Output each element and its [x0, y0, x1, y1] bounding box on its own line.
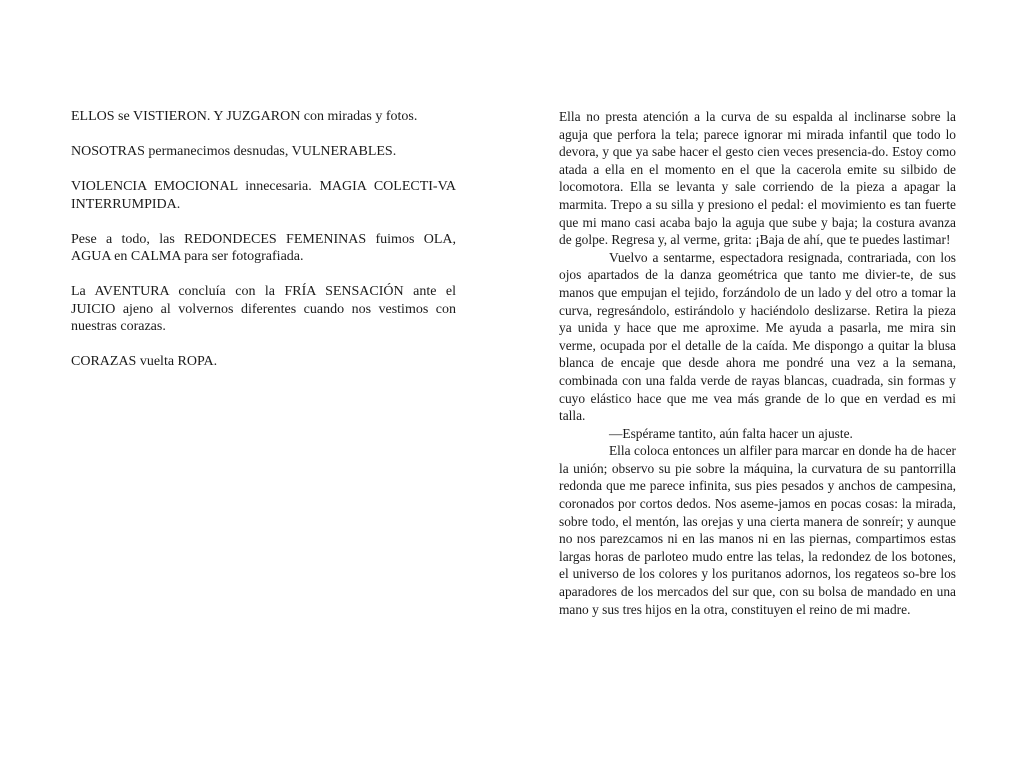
left-paragraph-1: ELLOS se VISTIERON. Y JUZGARON con miradas y fotos.	[71, 109, 418, 124]
left-paragraph-6: CORAZAS vuelta ROPA.	[71, 354, 218, 369]
right-paragraph-2: Vuelvo a sentarme, espectadora resignada, contrariada, con los ojos apartados de la danza geométrica que tanto me divier-te, de sus manos que empujan el tejido, forzándolo de un lado y del otro a tomar la curva, regresándolo, estirándolo y haciéndolo deslizarse. Retira la pieza ya unida y hace que me aproxime. Me ayuda a pasarla, me mira sin verme, ocupada por el detalle de la caída. Me dispongo a quitar la blusa blanca de encaje que desde ahora me pondré una vez a la semana, combinada con una falda verde de rayas blancas, cuadrada, sin formas y cuyo elástico hace que me vea más grande de lo que en verdad es mi talla.	[559, 249, 956, 424]
right-page-text	[559, 108, 956, 618]
left-page-text	[71, 108, 456, 388]
right-paragraph-1: Ella no presta atención a la curva de su espalda al inclinarse sobre la aguja que perfora la tela; parece ignorar mi mirada infantil que todo lo devora, y que ya sabe hacer el gesto cien veces presencia-do. Estoy como atada a ella en el momento en el que la cacerola emite su silbido de locomotora. Ella se levanta y sale corriendo de la pieza a apagar la marmita. Trepo a su silla y presiono el pedal: el movimiento es tan fuerte que mi mano casi acaba bajo la aguja que sube y baja; la costura avanza de golpe. Regresa y, al verme, grita: ¡Baja de ahí, que te puedes lastimar!	[559, 109, 956, 248]
right-page	[512, 0, 1024, 762]
left-paragraph-3: VIOLENCIA EMOCIONAL innecesaria. MAGIA COLECTI-VA INTERRUMPIDA.	[71, 179, 456, 212]
left-paragraph-4: Pese a todo, las REDONDECES FEMENINAS fuimos OLA, AGUA en CALMA para ser fotografiada.	[71, 231, 456, 264]
left-paragraph-2: NOSOTRAS permanecimos desnudas, VULNERABLES.	[71, 144, 397, 159]
right-paragraph-4: Ella coloca entonces un alfiler para marcar en donde ha de hacer la unión; observo su pie sobre la máquina, la curvatura de su pantorrilla redonda que me parece infinita, sus pies pesados y anchos de campesina, coronados por cortos dedos. Nos aseme-jamos en pocas cosas: la mirada, sobre todo, el mentón, las orejas y una cierta manera de sonreír; y aunque no nos parezcamos ni en las manos ni en las piernas, compartimos estas largas horas de parloteo mudo entre las telas, la redondez de los botones, el universo de los colores y los puritanos adornos, los regateos so-bre los aparadores de los mercados del sur que, con su bolsa de mandado en una mano y sus tres hijos en la otra, constituyen el reino de mi madre.	[559, 443, 956, 617]
right-dialogue-line: —Espérame tantito, aún falta hacer un ajuste.	[609, 425, 853, 441]
left-paragraph-5: La AVENTURA concluía con la FRÍA SENSACIÓN ante el JUICIO ajeno al volvernos diferentes cuando nos vestimos con nuestras corazas.	[71, 284, 456, 334]
